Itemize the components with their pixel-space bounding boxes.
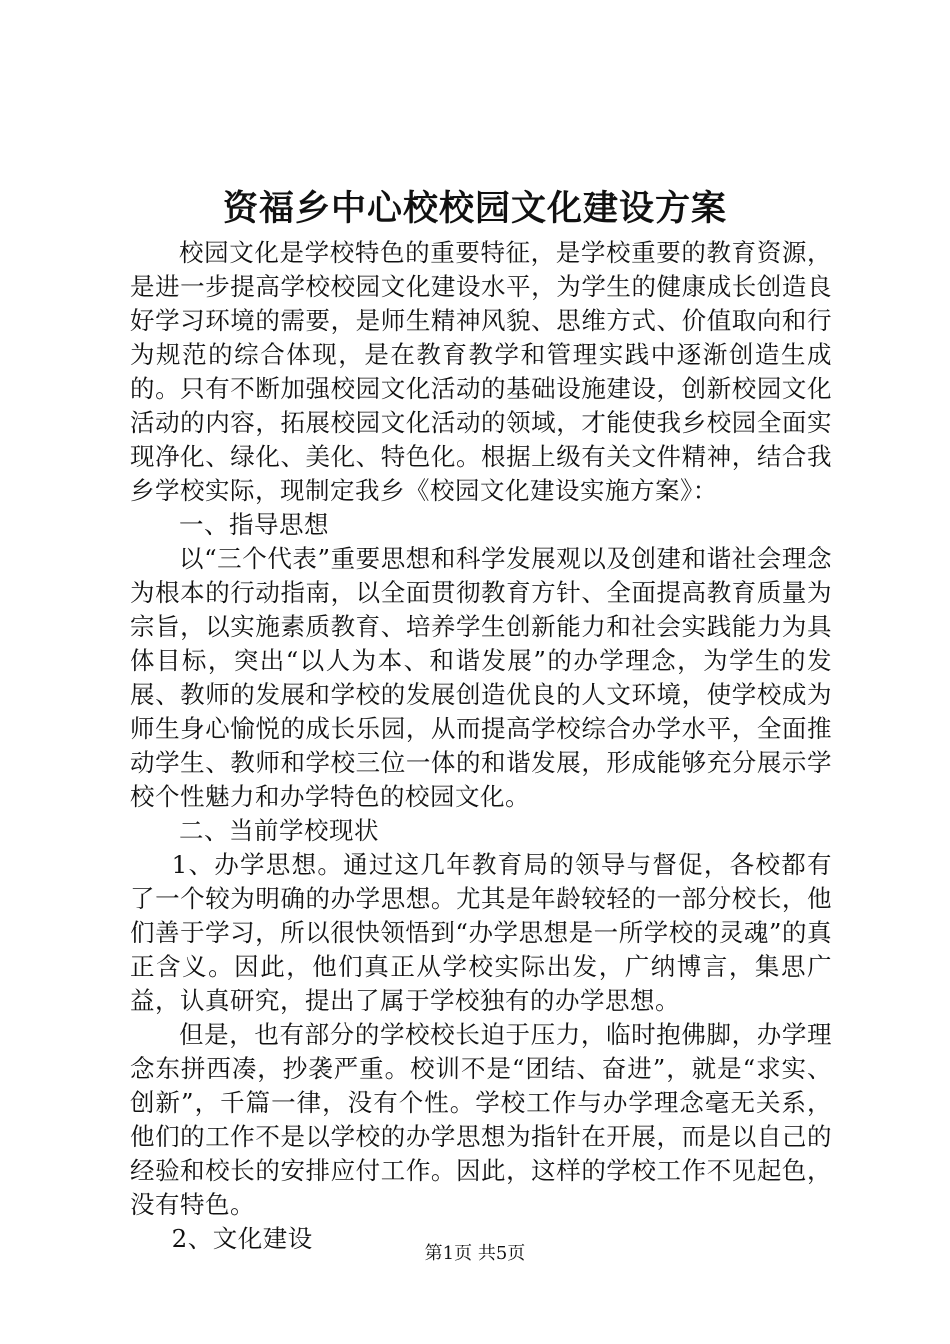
document-body [130, 236, 832, 1256]
intro-paragraph: 校园文化是学校特色的重要特征，是学校重要的教育资源，是进一步提高学校校园文化建设水平，为学生的健康成长创造良好学习环境的需要，是师生精神风貌、思维方式、价值取向和行为规范的综合体现，是在教育教学和管理实践中逐渐创造生成的。只有不断加强校园文化活动的基础设施建设，创新校园文化活动的内容，拓展校园文化活动的领域，才能使我乡校园全面实现净化、绿化、美化、特色化。根据上级有关文件精神，结合我乡学校实际，现制定我乡《校园文化建设实施方案》： [130, 238, 832, 505]
page-footer: 第1页 共5页 [424, 1243, 526, 1264]
guiding-ideology-paragraph: 以“三个代表”重要思想和科学发展观以及创建和谐社会理念为根本的行动指南，以全面贯彻教育方针、全面提高教育质量为宗旨，以实施素质教育、培养学生创新能力和社会实践能力为具体目标，突出“以人为本、和谐发展”的办学理念，为学生的发展、教师的发展和学校的发展创造优良的人文环境，使学校成为师生身心愉悦的成长乐园，从而提高学校综合办学水平，全面推动学生、教师和学校三位一体的和谐发展，形成能够充分展示学校个性魅力和办学特色的校园文化。 [130, 544, 832, 811]
subsection-heading-culture-building: 2、文化建设 [171, 1224, 313, 1253]
section-heading-current-status: 二、当前学校现状 [179, 816, 379, 845]
section-heading-guiding-ideology: 一、指导思想 [179, 510, 329, 539]
document-title: 资福乡中心校校园文化建设方案 [222, 188, 727, 229]
school-philosophy-paragraph: 1、办学思想。通过这几年教育局的领导与督促，各校都有了一个较为明确的办学思想。尤其是年龄较轻的一部分校长，他们善于学习，所以很快领悟到“办学思想是一所学校的灵魂”的真正含义。因此，他们真正从学校实际出发，广纳博言，集思广益，认真研究，提出了属于学校独有的办学思想。 [130, 850, 832, 1015]
school-problems-paragraph: 但是，也有部分的学校校长迫于压力，临时抱佛脚，办学理念东拼西凑，抄袭严重。校训不是“团结、奋进”，就是“求实、创新”，千篇一律，没有个性。学校工作与办学理念毫无关系，他们的工作不是以学校的办学思想为指针在开展，而是以自己的经验和校长的安排应付工作。因此，这样的学校工作不见起色，没有特色。 [130, 1020, 832, 1219]
